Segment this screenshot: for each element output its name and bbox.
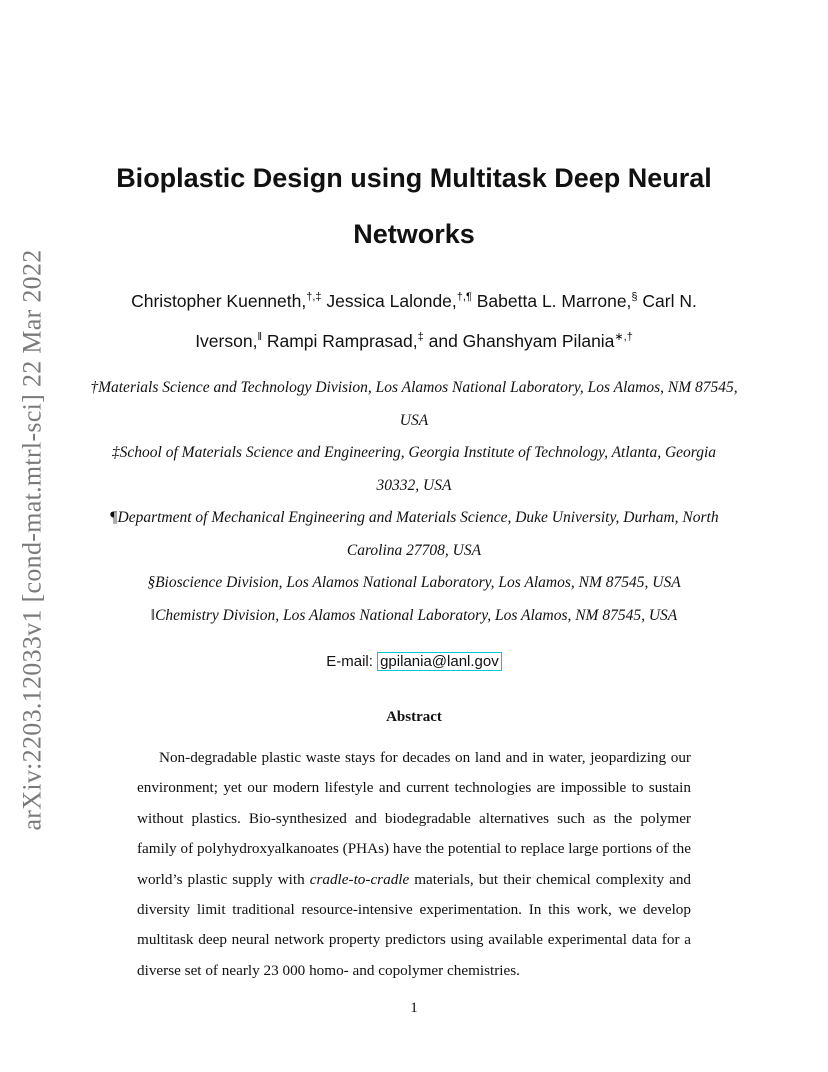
author: Babetta L. Marrone,§ bbox=[476, 291, 638, 311]
affiliation: †Materials Science and Technology Division, Los Alamos National Laboratory, Los Alamos, NM 87545, USA bbox=[90, 379, 738, 429]
author: Rampi Ramprasad,‡ bbox=[266, 331, 424, 351]
author-list bbox=[100, 281, 728, 361]
affiliation-marker: †,‡ bbox=[306, 291, 322, 304]
author: Christopher Kuenneth,†,‡ bbox=[131, 291, 322, 311]
affiliation-marker: ∗,† bbox=[614, 331, 633, 344]
page-number: 1 bbox=[410, 1000, 418, 1016]
abstract-heading: Abstract bbox=[386, 709, 442, 725]
email-label: E-mail: bbox=[326, 653, 373, 670]
paper-title: Bioplastic Design using Multitask Deep Neural Networks bbox=[116, 163, 712, 249]
affiliation: §Bioscience Division, Los Alamos National Laboratory, Los Alamos, NM 87545, USA bbox=[147, 574, 681, 591]
affiliation-marker: ‡ bbox=[417, 331, 424, 344]
affiliation-marker: § bbox=[631, 291, 638, 304]
author: and Ghanshyam Pilania∗,† bbox=[428, 331, 633, 351]
affiliation-marker: †,¶ bbox=[456, 291, 472, 304]
affiliation-list bbox=[90, 372, 738, 632]
affiliation: ‡School of Materials Science and Engineering, Georgia Institute of Technology, Atlanta, Georgia 30332, USA bbox=[111, 444, 717, 494]
affiliation-marker: ‖ bbox=[257, 331, 262, 344]
affiliation: ¶Department of Mechanical Engineering and Materials Science, Duke University, Durham, North Carolina 27708, USA bbox=[109, 509, 719, 559]
affiliation: ‖Chemistry Division, Los Alamos National Laboratory, Los Alamos, NM 87545, USA bbox=[150, 606, 678, 624]
author: Jessica Lalonde,†,¶ bbox=[326, 291, 472, 311]
arxiv-sidebar bbox=[8, 230, 58, 850]
author: Carl N. Iverson,‖ bbox=[195, 291, 697, 351]
abstract-emphasis: cradle-to-cradle bbox=[309, 870, 410, 888]
corresponding-email bbox=[100, 650, 728, 674]
email-link[interactable]: gpilania@lanl.gov bbox=[377, 652, 502, 671]
abstract-text: Non-degradable plastic waste stays for decades on land and in water, jeopardizing our environment; yet our modern lifestyle and current technologies are impossible to sustain without plastics. Bio-synthesized and biodegradable alternatives such as the polymer family of polyhydroxyalkanoates (PHAs) have the potential to replace large portions of the world’s plastic supply with cradle-to-cradle materials, but their chemical complexity and diversity limit traditional resource-intensive experimentation. In this work, we develop multitask deep neural network property predictors using available experimental data for a diverse set of nearly 23 000 homo- and copolymer chemistries. bbox=[137, 749, 692, 979]
arxiv-identifier: arXiv:2203.12033v1 [cond-mat.mtrl-sci] 22 Mar 2022 bbox=[18, 249, 48, 831]
